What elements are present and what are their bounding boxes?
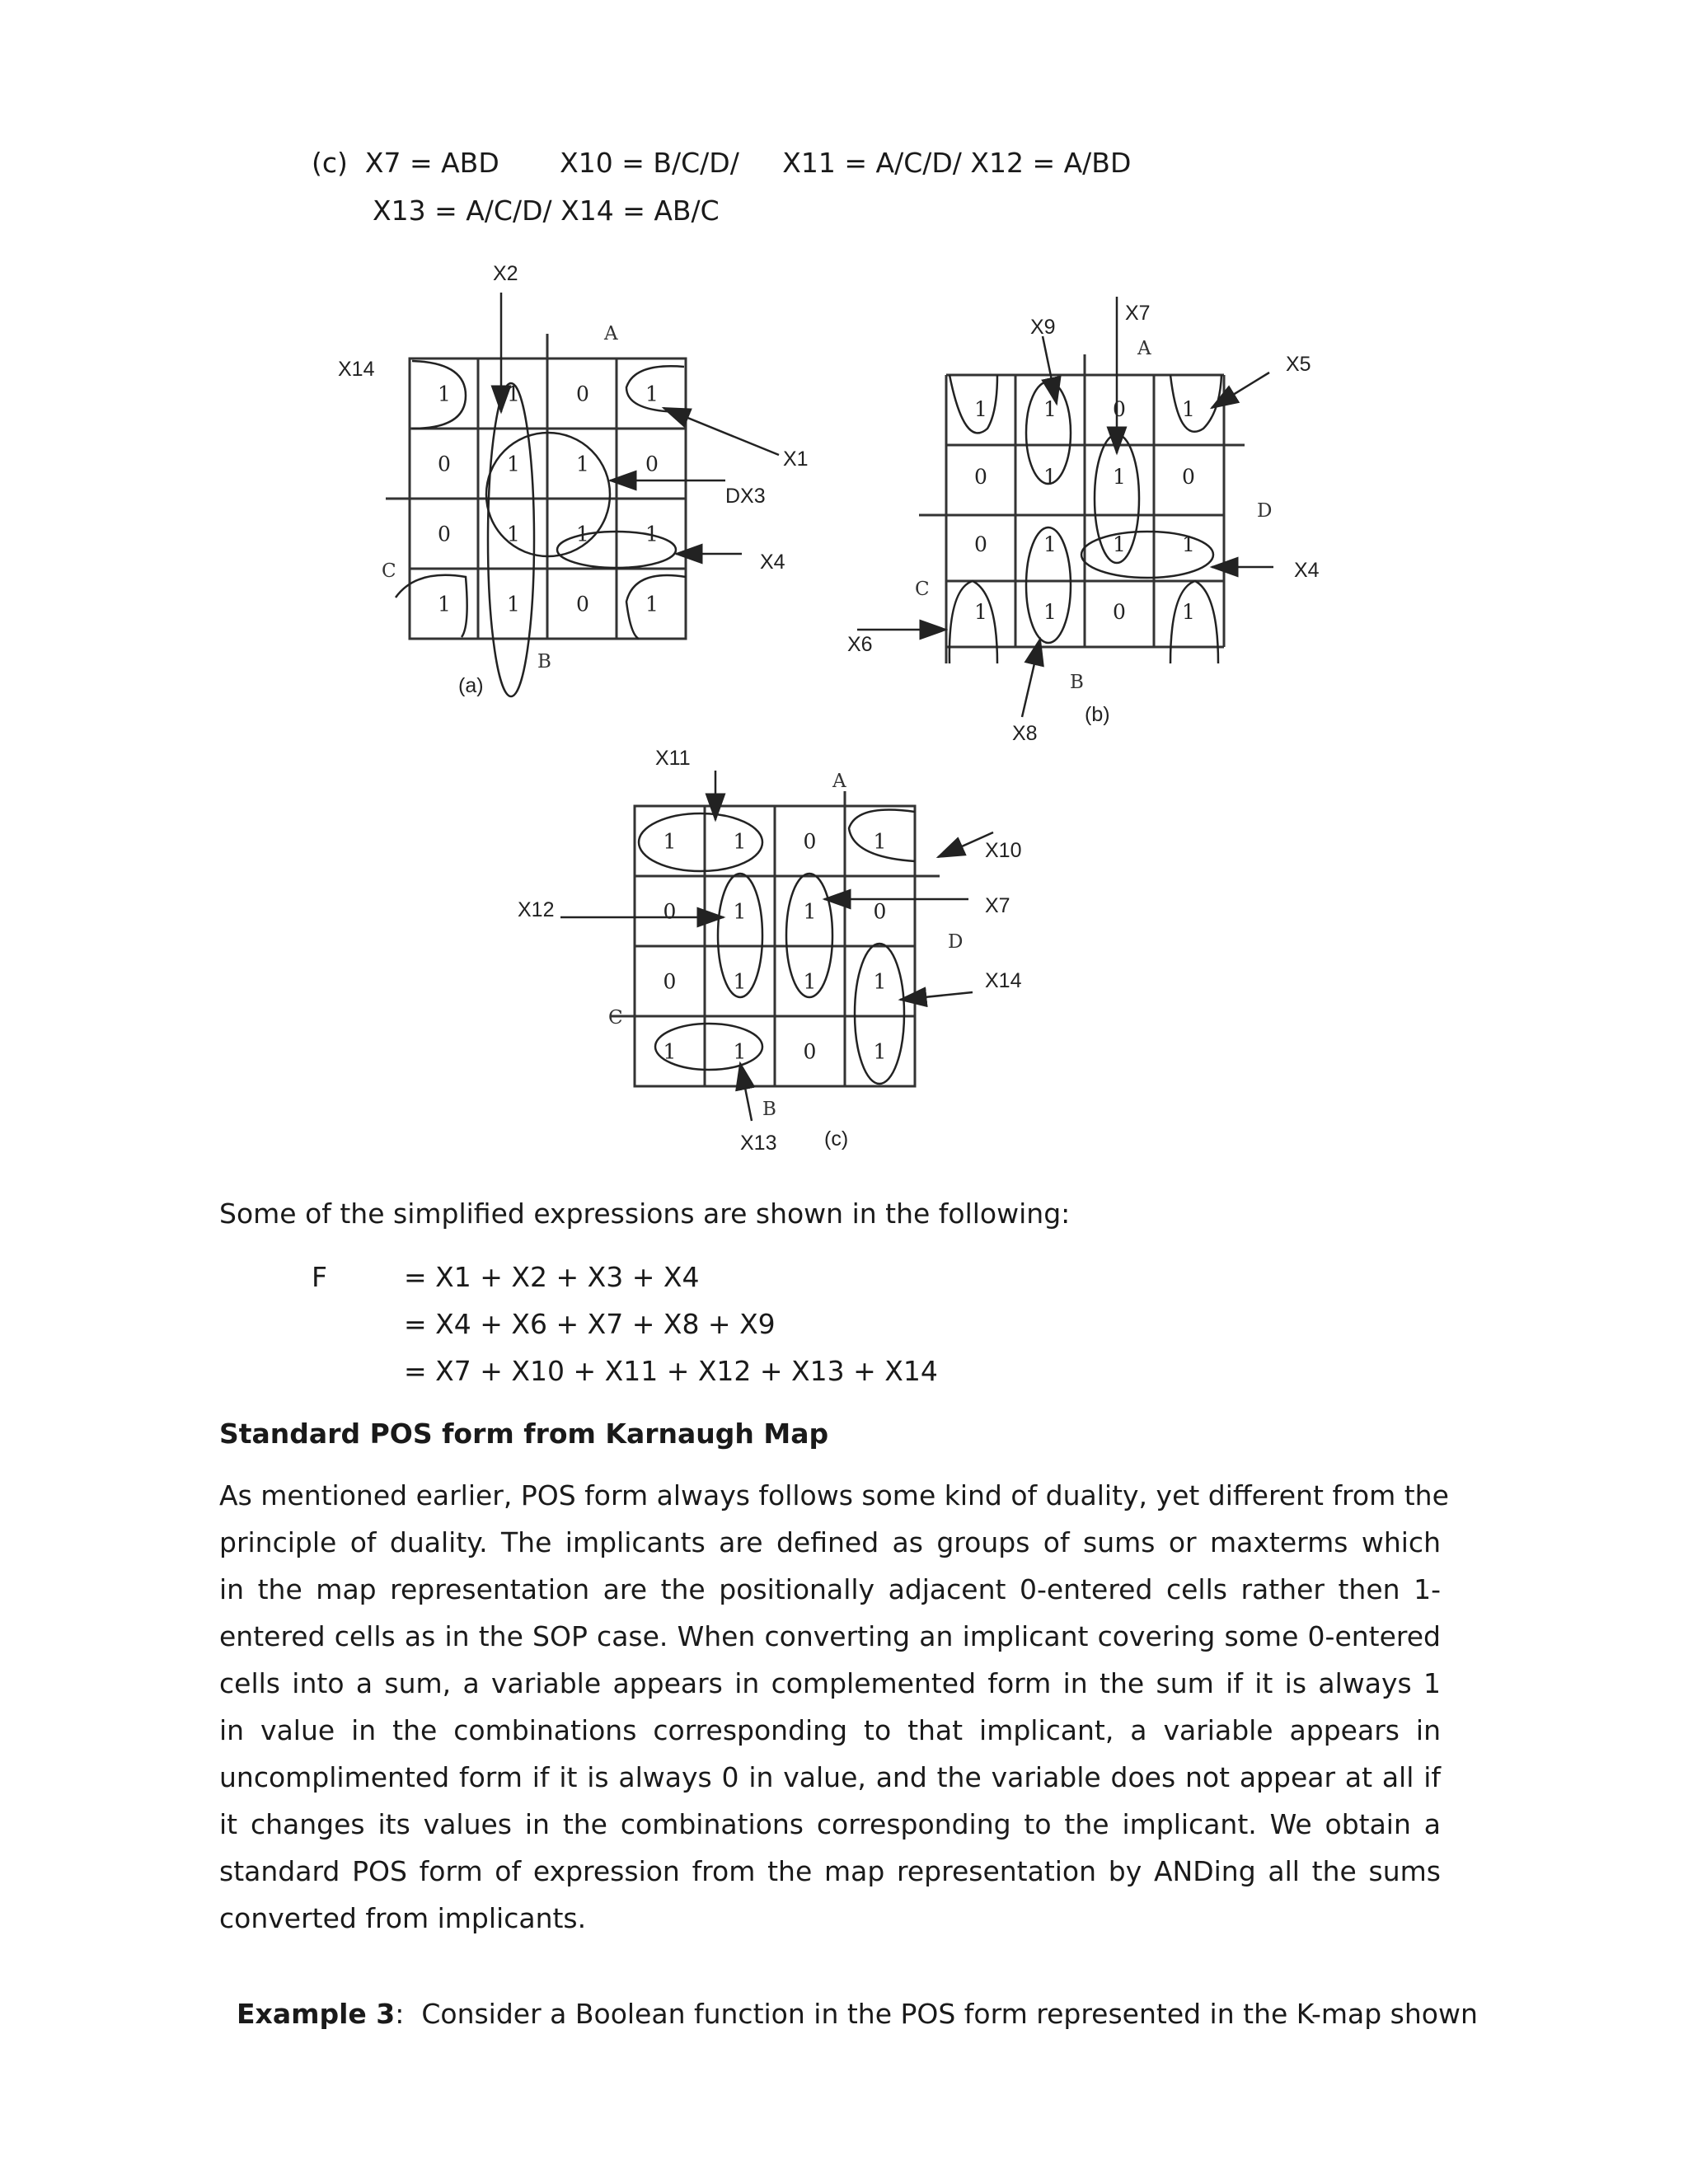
example-text: : Consider a Boolean function in the POS form represented in the K-map shown (395, 1998, 1478, 2030)
label-x7-b: X7 (1125, 302, 1151, 325)
kmap-cell: 0 (974, 532, 987, 556)
kmap-cell: 1 (645, 592, 659, 616)
var-a-a: A (604, 323, 618, 344)
kmap-cell: 1 (438, 592, 451, 616)
kmap-cell: 0 (1113, 600, 1126, 624)
paragraph-line: principle of duality. The implicants are defined as groups of sums or maxterms which (219, 1526, 1441, 1558)
kmap-cell: 1 (663, 829, 677, 854)
kmap-cell: 1 (1182, 600, 1195, 624)
kmap-cell: 1 (1043, 397, 1057, 421)
paragraph-line: converted from implicants. (219, 1902, 587, 1934)
kmap-cell: 1 (645, 522, 659, 546)
equation-row-3: = X7 + X10 + X11 + X12 + X13 + X14 (404, 1355, 938, 1387)
kmap-cell: 0 (576, 382, 589, 406)
kmap-cell: 1 (1113, 532, 1126, 556)
label-x6: X6 (847, 633, 873, 656)
kmap-cell: 1 (1043, 600, 1057, 624)
label-x10: X10 (985, 839, 1022, 862)
kmap-cell: 1 (803, 899, 817, 924)
var-b-a: B (537, 651, 551, 673)
example-line (219, 1965, 1478, 2031)
caption-c: (c) (824, 1127, 849, 1151)
equation-row-1: = X1 + X2 + X3 + X4 (404, 1261, 700, 1293)
label-x2: X2 (493, 262, 518, 285)
caption-a: (a) (458, 674, 484, 697)
kmap-cell: 1 (1043, 465, 1057, 489)
var-b-c: B (762, 1099, 776, 1120)
label-x4-b: X4 (1294, 559, 1320, 582)
label-x9: X9 (1030, 316, 1056, 339)
kmap-cell: 1 (1043, 532, 1057, 556)
label-x13: X13 (740, 1132, 777, 1155)
kmap-a (386, 334, 686, 639)
kmap-cell: 0 (803, 1039, 817, 1064)
equation-row-2: = X4 + X6 + X7 + X8 + X9 (404, 1308, 776, 1340)
kmap-cell: 1 (576, 522, 589, 546)
kmap-b-arrows (857, 297, 1273, 717)
kmap-cell: 1 (663, 1039, 677, 1064)
kmap-cell: 1 (438, 382, 451, 406)
kmap-cell: 1 (507, 452, 520, 476)
paragraph-line: in value in the combinations corresponding to that implicant, a variable appears in (219, 1714, 1441, 1746)
kmap-cell: 1 (507, 522, 520, 546)
label-x7-c: X7 (985, 894, 1010, 917)
kmap-cell: 1 (1182, 532, 1195, 556)
kmap-cell: 1 (873, 969, 887, 994)
equation-lhs: F (312, 1261, 327, 1293)
example-label: Example 3 (236, 1998, 396, 2030)
kmap-cell: 1 (873, 1039, 887, 1064)
kmap-cell: 1 (733, 829, 747, 854)
kmap-cell: 1 (974, 600, 987, 624)
group-x14-bottom (396, 575, 467, 637)
kmap-cell: 1 (645, 382, 659, 406)
label-x5: X5 (1286, 353, 1311, 376)
var-a-b: A (1137, 338, 1151, 359)
kmap-cell: 0 (974, 465, 987, 489)
kmap-b (919, 354, 1245, 663)
kmap-c (610, 791, 940, 1086)
intro-sentence: Some of the simplified expressions are shown in the following: (219, 1197, 1071, 1230)
var-d-b: D (1257, 500, 1273, 522)
kmap-cell: 1 (733, 1039, 747, 1064)
kmap-cell: 0 (663, 969, 677, 994)
kmap-cell: 1 (507, 382, 520, 406)
kmap-a-arrows (501, 293, 779, 554)
label-x14-a: X14 (338, 358, 375, 381)
var-c-b: C (915, 579, 930, 600)
kmap-cell: 1 (873, 829, 887, 854)
var-c-c: C (608, 1007, 623, 1029)
group-x5-left (950, 375, 997, 433)
paragraph-line: it changes its values in the combinations corresponding to the implicant. We obtain a (219, 1808, 1441, 1840)
label-x11: X11 (655, 747, 691, 770)
var-d-c: D (948, 931, 964, 953)
label-x12: X12 (518, 898, 555, 921)
kmap-cell: 0 (1182, 465, 1195, 489)
paragraph-line: As mentioned earlier, POS form always follows some kind of duality, yet different from the (219, 1479, 1449, 1511)
kmap-cell: 0 (645, 452, 659, 476)
kmap-cell: 1 (507, 592, 520, 616)
paragraph-line: standard POS form of expression from the map representation by ANDing all the sums (219, 1855, 1441, 1887)
caption-b: (b) (1085, 703, 1110, 726)
kmap-cell: 0 (438, 522, 451, 546)
header-expression-line-2: X13 = A/C/D/ X14 = AB/C (373, 194, 720, 227)
group-x6-left (950, 581, 997, 663)
paragraph-line: cells into a sum, a variable appears in complemented form in the sum if it is always 1 (219, 1667, 1441, 1699)
var-a-c: A (832, 771, 846, 792)
var-c-a: C (382, 560, 396, 582)
kmap-cell: 1 (733, 969, 747, 994)
kmap-cell: 1 (974, 397, 987, 421)
kmap-cell: 1 (576, 452, 589, 476)
paragraph-line: in the map representation are the positionally adjacent 0-entered cells rather then 1- (219, 1573, 1441, 1605)
kmap-cell: 0 (803, 829, 817, 854)
kmap-cell: 1 (803, 969, 817, 994)
kmap-cell: 0 (1113, 397, 1126, 421)
label-x4-a: X4 (760, 551, 785, 574)
label-dx3: DX3 (725, 485, 766, 508)
paragraph-line: uncomplimented form if it is always 0 in value, and the variable does not appear at all if (219, 1761, 1441, 1793)
kmap-cell: 1 (1182, 397, 1195, 421)
paragraph-line: entered cells as in the SOP case. When converting an implicant covering some 0-entered (219, 1620, 1441, 1652)
kmap-cell: 1 (733, 899, 747, 924)
label-x1: X1 (783, 448, 809, 471)
var-b-b: B (1070, 672, 1084, 693)
kmap-cell: 0 (873, 899, 887, 924)
kmap-cell: 0 (576, 592, 589, 616)
label-x8: X8 (1012, 722, 1038, 745)
group-x5-right (1170, 375, 1221, 432)
kmap-cell: 1 (1113, 465, 1126, 489)
label-x14-c: X14 (985, 969, 1022, 992)
kmap-cell: 0 (663, 899, 677, 924)
kmap-cell: 0 (438, 452, 451, 476)
header-expression-line-1: (c) X7 = ABD X10 = B/C/D/ X11 = A/C/D/ X12 = A/BD (312, 147, 1132, 179)
section-heading: Standard POS form from Karnaugh Map (219, 1418, 829, 1450)
